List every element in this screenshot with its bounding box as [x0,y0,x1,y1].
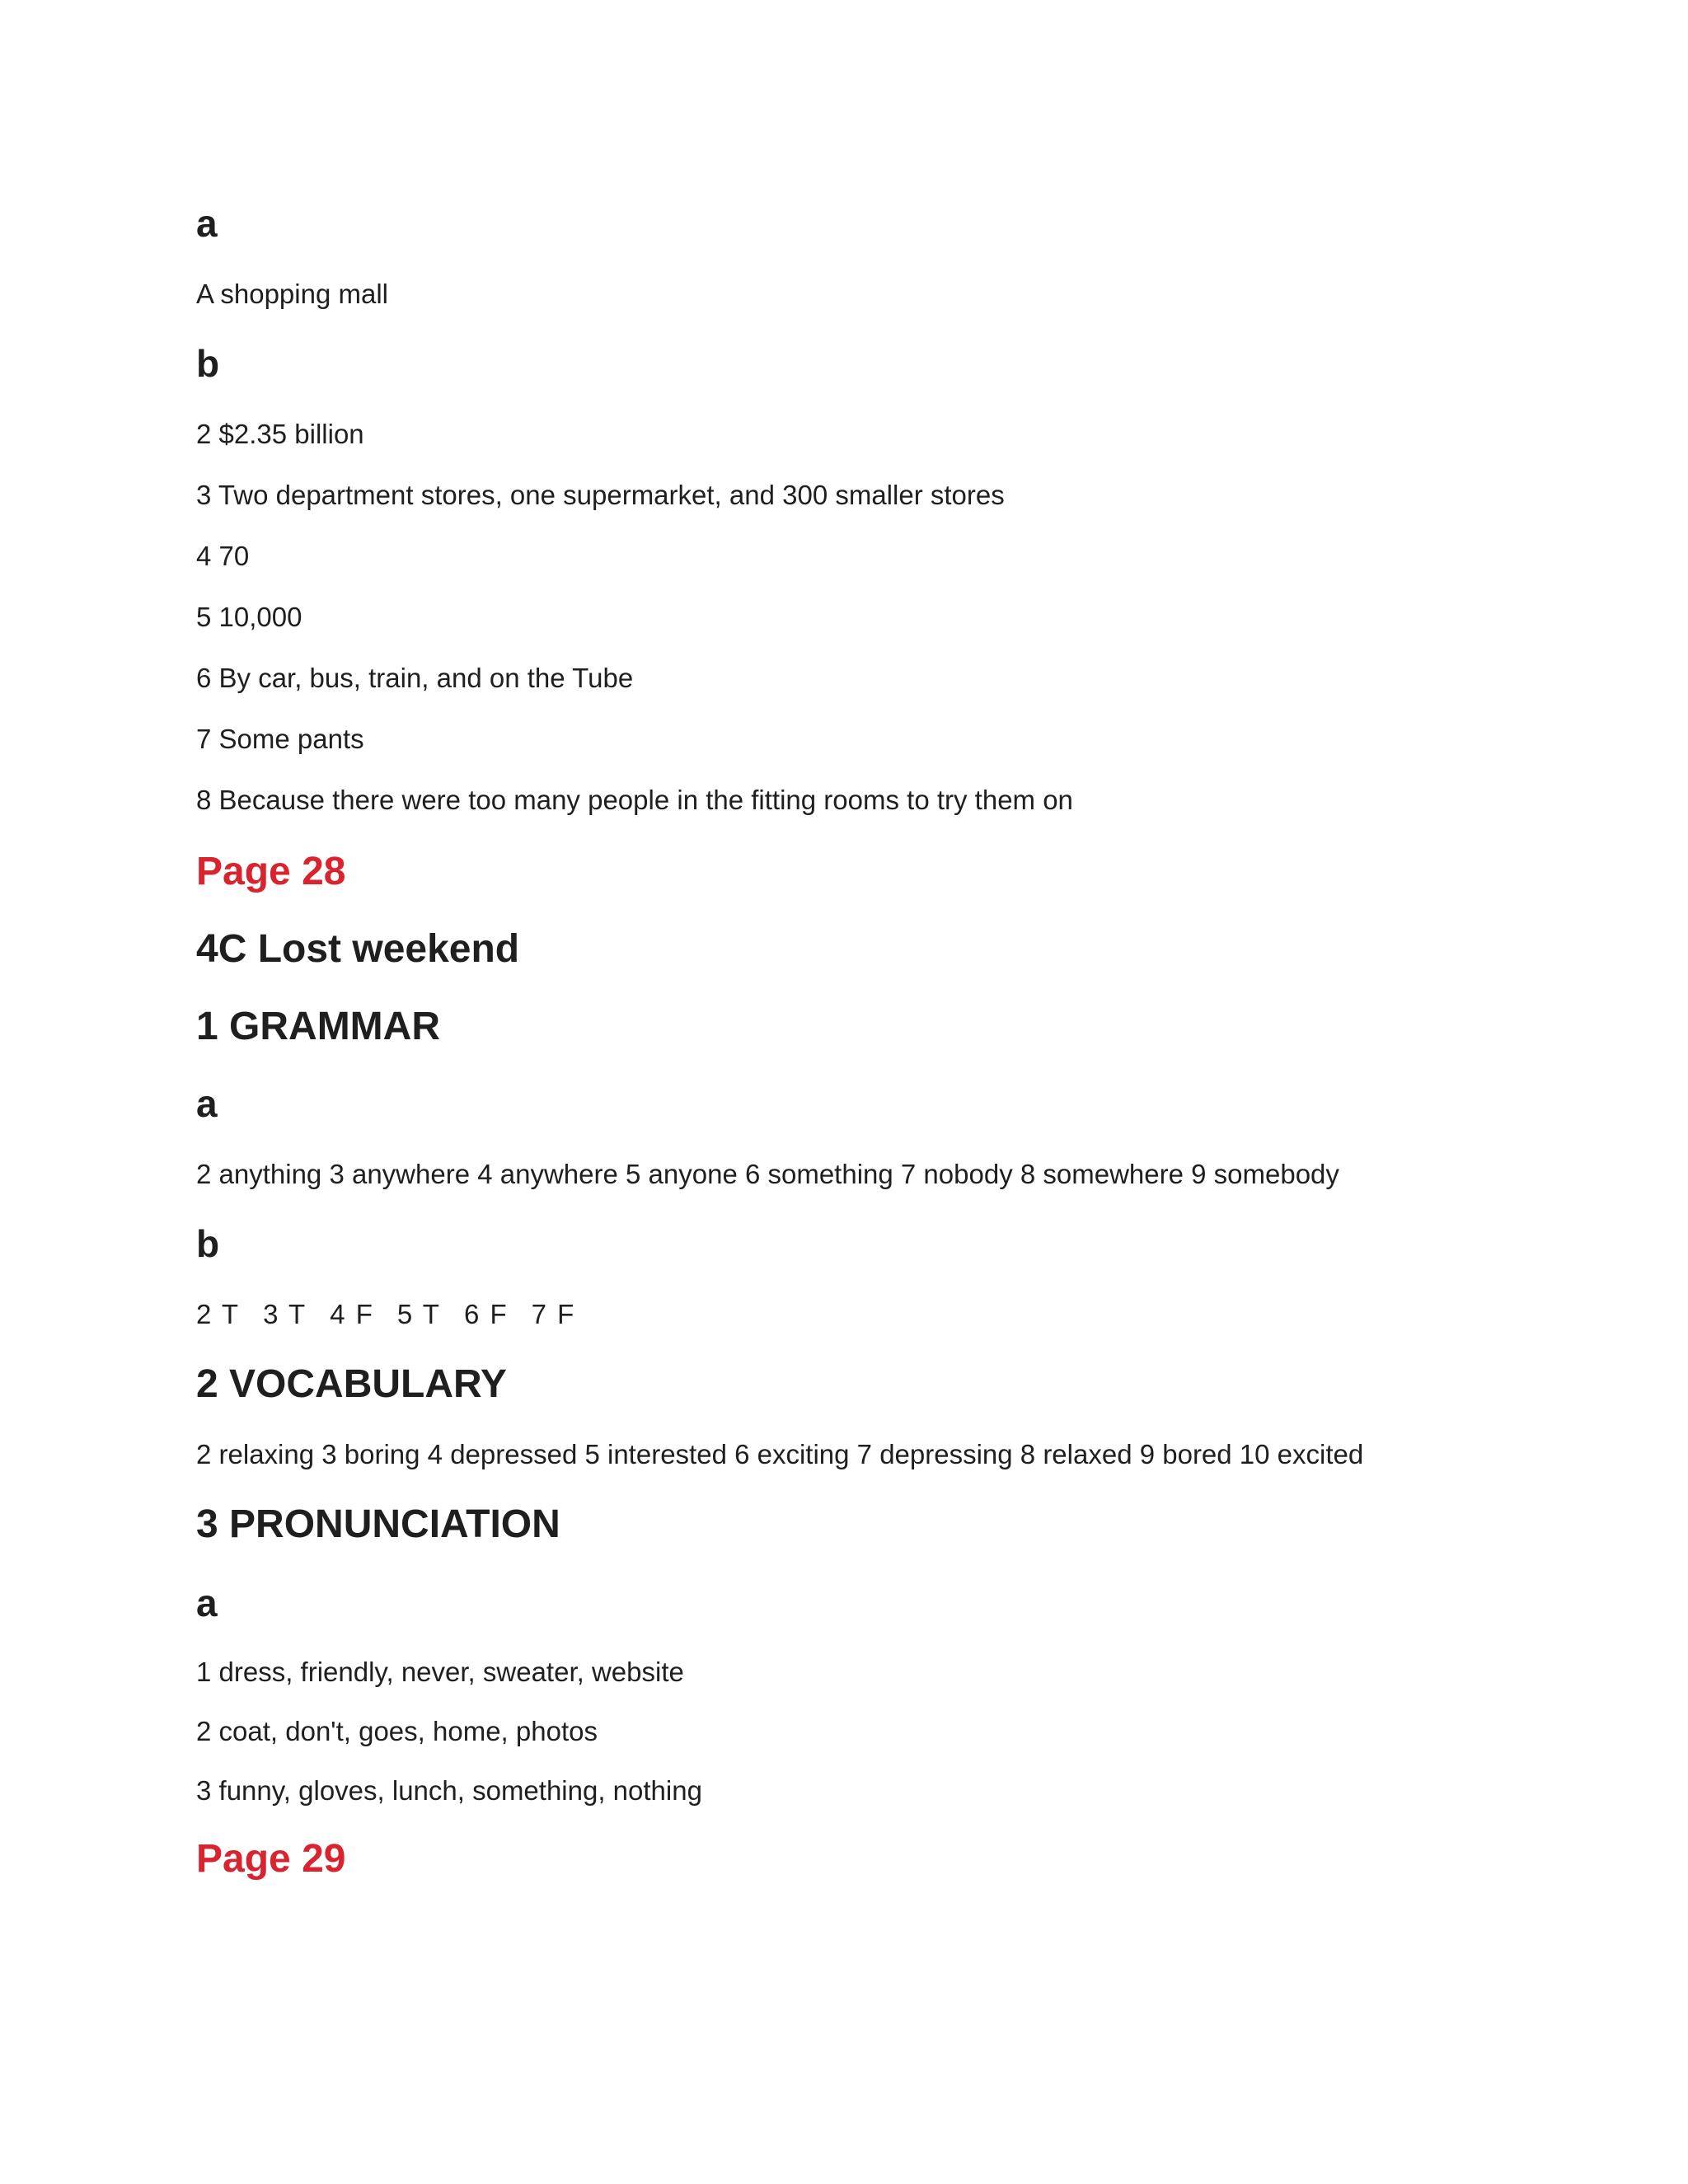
exercise-label-a: a [196,1082,218,1125]
tf-answer: 6 F [463,1299,509,1329]
answer-line: 6 By car, bus, train, and on the Tube [196,663,634,693]
answer-line: 3 funny, gloves, lunch, something, nothing [196,1775,702,1806]
answer-line: 1 dress, friendly, never, sweater, website [196,1657,684,1687]
answer-line: A shopping mall [196,279,388,309]
exercise-label-a: a [196,202,218,245]
true-false-answers [196,1301,598,1328]
answer-line: 2 $2.35 billion [196,419,364,449]
answer-line: 5 10,000 [196,602,302,632]
answer-line: 3 Two department stores, one supermarket, and 300 smaller stores [196,480,1005,510]
page-heading-28: Page 28 [196,850,346,893]
page-heading-29: Page 29 [196,1837,346,1881]
answer-line: 8 Because there were too many people in the fitting rooms to try them on [196,785,1073,815]
answer-line: 7 Some pants [196,724,364,754]
vocabulary-heading: 2 VOCABULARY [196,1362,507,1406]
tf-answer: 7 F [531,1299,576,1329]
pronunciation-heading: 3 PRONUNCIATION [196,1502,560,1546]
exercise-label-a: a [196,1582,218,1624]
tf-answer: 3 T [263,1299,307,1329]
answer-line: 2 coat, don't, goes, home, photos [196,1716,598,1746]
lesson-title: 4C Lost weekend [196,927,520,971]
answer-line: 4 70 [196,541,250,571]
exercise-label-b: b [196,1222,220,1265]
tf-answer: 5 T [396,1299,441,1329]
tf-answer: 4 F [330,1299,374,1329]
exercise-label-b: b [196,342,220,385]
answer-line: 2 relaxing 3 boring 4 depressed 5 interested 6 exciting 7 depressing 8 relaxed 9 bored 10 excited [196,1439,1364,1469]
answer-line: 2 anything 3 anywhere 4 anywhere 5 anyone 6 something 7 nobody 8 somewhere 9 somebody [196,1159,1339,1189]
grammar-heading: 1 GRAMMAR [196,1005,440,1048]
tf-answer: 2 T [196,1299,241,1329]
